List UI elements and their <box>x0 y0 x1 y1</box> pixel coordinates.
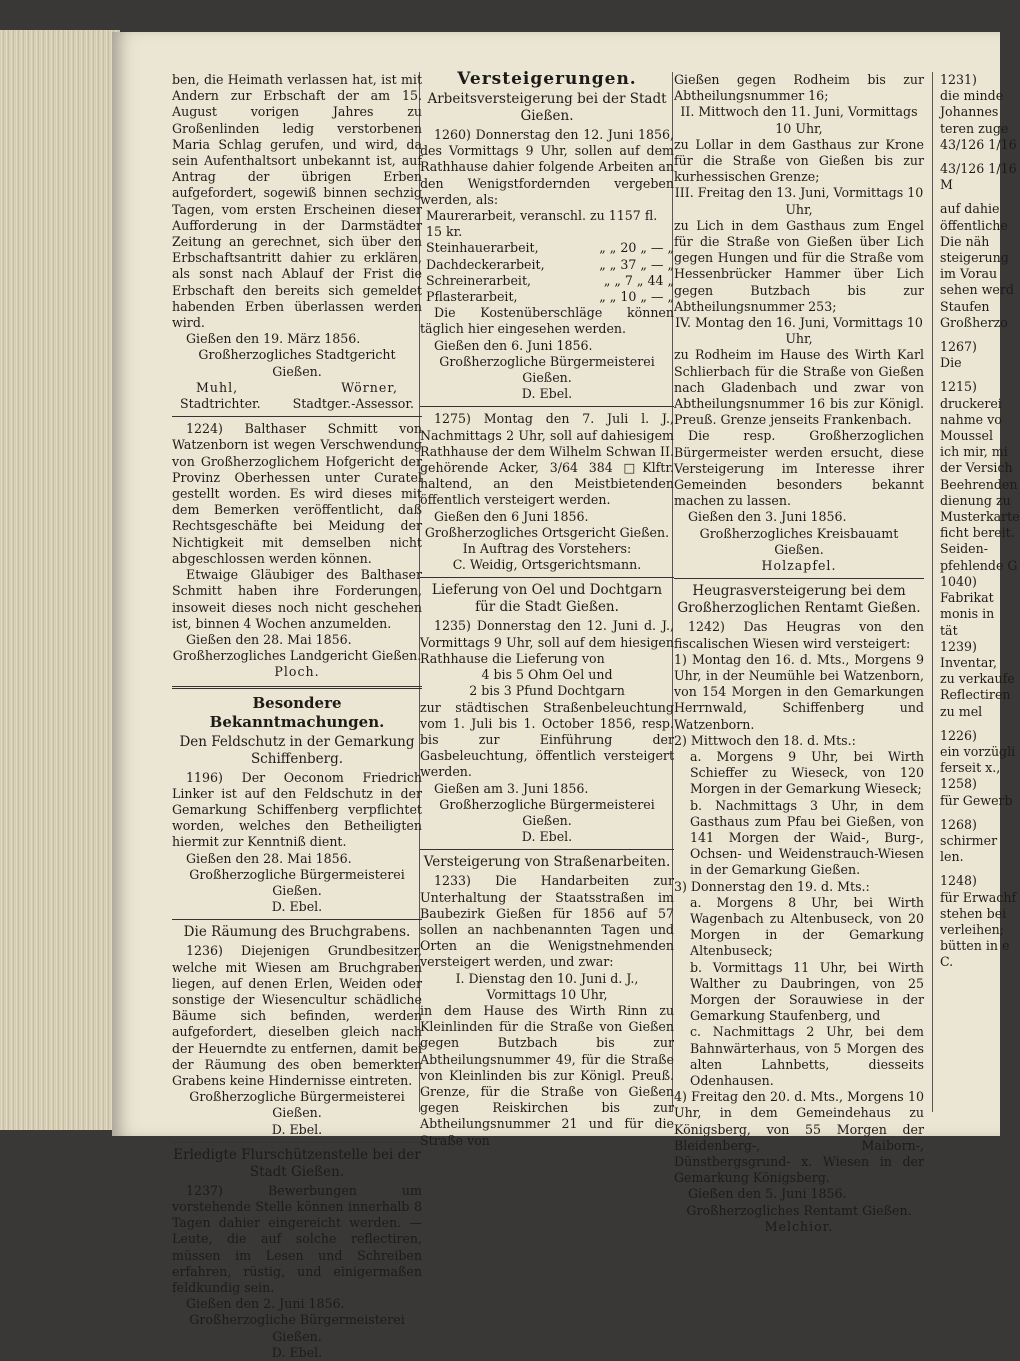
work-name: Dachdeckerarbeit, <box>426 256 545 272</box>
column-divider <box>932 72 933 1112</box>
partial-line: im Vorau <box>940 266 998 282</box>
notice-text: 1275) Montag den 7. Juli l. J., Nachmittags 2 Uhr, soll auf dahiesigem Rathhause der dem Wilhelm Schwan II. gehörende Acker, 3/64 384 □Klftr. haltend, an den Meistbietenden öffentlich versteigert werden. <box>420 411 674 508</box>
notice-date: Gießen den 28. Mai 1856. <box>186 631 352 647</box>
auction-date: IV. Montag den 16. Juni, Vormittags 10 Uhr, <box>675 315 923 347</box>
supply-item: 4 bis 5 Ohm Oel und <box>481 667 613 683</box>
signature: Muhl, <box>196 379 239 395</box>
partial-line: Beehrenden <box>940 476 1018 492</box>
work-name: Steinhauerarbeit, <box>426 240 539 256</box>
notice-date: Gießen den 3. Juni 1856. <box>688 509 847 525</box>
work-cost: „ „ 10 „ — „ <box>599 289 674 305</box>
notice-text: 1242) Das Heugras von den fiscalischen Wiesen wird versteigert: <box>674 619 924 651</box>
partial-line: dienung zu <box>940 492 1011 508</box>
signature: C. Weidig, Ortsgerichtsmann. <box>452 557 642 573</box>
partial-line <box>940 371 1020 379</box>
notice-text: 1237) Bewerbungen um vorstehende Stelle können innerhalb 8 Tagen dahier eingereicht werden. — Leute, die auf solche reflectiren, müssen im Lesen und Schreiben erfahren, rüstig, und einigermaßen feldkundig sein. <box>172 1182 422 1295</box>
notice-date: Gießen den 28. Mai 1856. <box>186 850 352 866</box>
notice-text: 1233) Die Handarbeiten zur Unterhaltung der Staatsstraßen im Baubezirk Gießen für 1856 auf 57 sollen an nachbenannten Tagen und Orten an die Wenigstnehmenden versteigert werden, und zwar: <box>420 873 674 970</box>
signature: Ploch. <box>274 664 320 680</box>
notice-date: Gießen am 3. Juni 1856. <box>434 780 589 796</box>
partial-line: monis in <box>940 606 995 622</box>
list-item: b. Vormittags 11 Uhr, bei Wirth Walther zu Daubringen, von 25 Morgen der Sorauwiese in der Gemarkung Staufenberg, und <box>690 959 924 1024</box>
partial-line: 1267) <box>940 339 977 355</box>
role-row <box>172 396 422 412</box>
notice-text: zur städtischen Straßenbeleuchtung vom 1. Juli bis 1. October 1856, resp. bis zur Einführung der Gasbeleuchtung, öffentlich versteigert werden. <box>420 699 674 780</box>
partial-line: zu verkaufe <box>940 671 1015 687</box>
partial-line: öffentliche <box>940 217 1008 233</box>
list-item: a. Morgens 9 Uhr, bei Wirth Schieffer zu Wieseck, von 120 Morgen in der Gemarkung Wieseck; <box>690 748 924 797</box>
partial-line: 43/126 1/16 <box>940 161 1017 177</box>
notice-authority: Großherzogliches Kreisbauamt Gießen. <box>699 525 899 557</box>
partial-line: ein vorzügli <box>940 743 1016 759</box>
notice-heading: Heugrasversteigerung bei dem Großherzoglichen Rentamt Gießen. <box>677 583 921 617</box>
notice-date: Gießen den 5. Juni 1856. <box>688 1186 847 1202</box>
partial-line: ich mir, mi <box>940 444 1008 460</box>
partial-line: Johannes <box>940 104 999 120</box>
partial-line: ficht bereit. <box>940 525 1015 541</box>
partial-line <box>940 809 1020 817</box>
partial-line: 1248) <box>940 873 977 889</box>
work-item: Maurerarbeit, veranschl. zu 1157 fl. 15 kr. <box>426 208 658 240</box>
notice-text: 1196) Der Oeconom Friedrich Linker ist auf den Feldschutz in der Gemarkung Schiffenberg verpflichtet worden, welches den Betheiligten hiermit zur Kenntniß dient. <box>172 769 422 850</box>
signature: Wörner, <box>341 379 398 395</box>
partial-line: zu mel <box>940 703 983 719</box>
signature-row <box>172 380 422 396</box>
partial-line: teren zuge <box>940 120 1009 136</box>
notice-date: Gießen den 6. Juni 1856. <box>434 337 593 353</box>
list-item: b. Nachmittags 3 Uhr, in dem Gasthaus zum Pfau bei Gießen, von 141 Morgen der Waid-, Burg-, Ochsen- und Weidenstrauch-Wiesen in der Gemarkung Gießen. <box>690 797 924 878</box>
list-item: 1) Montag den 16. d. Mts., Morgens 9 Uhr, in der Neumühle bei Watzenborn, von 154 Morgen in den Gemarkungen Herrnwald, Schiffenberg und Watzenborn. <box>674 651 924 732</box>
newspaper-page <box>112 32 1020 1360</box>
partial-line: pfehlende G <box>940 557 1018 573</box>
work-cost: „ „ 20 „ — „ <box>599 240 674 256</box>
notice-authority: Großherzogliche Bürgermeisterei Gießen. <box>189 1089 405 1121</box>
auction-date: III. Freitag den 13. Juni, Vormittags 10 Uhr, <box>674 185 924 217</box>
partial-line: Fabrikat <box>940 590 994 606</box>
section-title: Besondere Bekanntmachungen. <box>209 693 385 731</box>
partial-line <box>940 720 1020 728</box>
partial-line: steigerung <box>940 250 1009 266</box>
partial-line: der Versich <box>940 460 1013 476</box>
divider <box>420 406 674 407</box>
notice-text: zu Rodheim im Hause des Wirth Karl Schlierbach für die Straße von Gießen nach Gladenbach und zwar von Abtheilungsnummer 16 bis zur Königl. Preuß. Grenze jenseits Frankenbach. <box>674 347 924 428</box>
partial-line: 43/126 1/16 <box>940 136 1017 152</box>
partial-line: 1215) <box>940 379 977 395</box>
partial-line: auf dahie <box>940 201 1000 217</box>
partial-line: bütten in e <box>940 938 1010 954</box>
notice-text: 1224) Balthaser Schmitt von Watzenborn ist wegen Verschwendung von Großherzoglichem Hofgericht der Provinz Oberhessen unter Curatel gestellt worden. Es wird dieses mit dem Bemerken veröffentlicht, daß Rechtsgeschäfte bei Meidung der Nichtigkeit mit demselben nicht abgeschlossen werden können. <box>172 421 422 566</box>
divider <box>172 1142 422 1143</box>
divider <box>674 578 924 579</box>
notice-date: Gießen den 6 Juni 1856. <box>434 508 589 524</box>
notice-heading: Arbeitsversteigerung bei der Stadt Gießen. <box>427 91 667 124</box>
auction-date: II. Mittwoch den 11. Juni, Vormittags 10 Uhr, <box>680 104 918 136</box>
notice-date: Gießen den 2. Juni 1856. <box>186 1296 345 1312</box>
notice-authority: Großherzogliche Bürgermeisterei Gießen. <box>189 1312 405 1344</box>
partial-line: 1268) <box>940 816 977 832</box>
notice-authority: Großherzogliche Bürgermeisterei Gießen. <box>189 866 405 898</box>
divider <box>172 416 422 417</box>
book-page-edges <box>0 30 120 1130</box>
partial-line: len. <box>940 849 964 865</box>
partial-line: 1258) <box>940 776 977 792</box>
list-item: 2) Mittwoch den 18. d. Mts.: <box>674 732 856 748</box>
partial-line: schirmer <box>940 832 998 848</box>
signature: Melchior. <box>764 1218 834 1234</box>
column-3 <box>674 72 924 1235</box>
divider <box>172 686 422 689</box>
role: Stadtrichter. <box>180 396 261 412</box>
column-4-partial <box>940 72 1020 971</box>
supply-item: 2 bis 3 Pfund Dochtgarn <box>469 683 625 699</box>
signature: D. Ebel. <box>521 829 573 845</box>
notice-text: 1260) Donnerstag den 12. Juni 1856, des Vormittags 9 Uhr, sollen auf dem Rathhause dahier folgende Arbeiten an den Wenigstfordernden vergeben werden, als: <box>420 127 674 207</box>
partial-line: druckerei <box>940 395 1002 411</box>
auction-date: I. Dienstag den 10. Juni d. J., Vormittags 10 Uhr, <box>455 970 639 1002</box>
list-item: c. Nachmittags 2 Uhr, bei dem Bahnwärterhaus, von 5 Morgen des alten Lahnbetts, diesseits Odenhausen. <box>690 1024 924 1088</box>
notice-text: 1236) Diejenigen Grundbesitzer, welche mit Wiesen am Bruchgraben liegen, auf denen Erlen, Weiden oder sonstige der Wiesencultur schädliche Bäume sich befinden, werden aufgefordert, dieselben gleich nach der Heuerndte zu entfernen, damit bei der Räumung des oben bemerkten Grabens keine Hindernisse eintreten. <box>172 943 422 1088</box>
partial-line <box>940 865 1020 873</box>
partial-line: 1239) <box>940 638 977 654</box>
list-item: 4) Freitag den 20. d. Mts., Morgens 10 Uhr, in dem Gemeindehaus zu Königsberg, von 55 Morgen der Bleidenberg-, Maiborn-, Dünstbergsgrund- x. Wiesen in der Gemarkung Königsberg. <box>674 1089 924 1186</box>
partial-line: Seiden- <box>940 541 988 557</box>
partial-line: Inventar, <box>940 654 997 670</box>
partial-line: 1231) <box>940 72 977 87</box>
notice-text: zu Lich in dem Gasthaus zum Engel für die Straße von Gießen über Lich gegen Hungen und für die Straße vom Hessenbrücker Hammer über Lich gegen Butzbach bis zur Abtheilungsnummer 253; <box>674 217 924 314</box>
work-name: Pflasterarbeit, <box>426 289 518 305</box>
divider <box>172 919 422 920</box>
signature: D. Ebel. <box>521 386 573 402</box>
notice-text: in dem Hause des Wirth Rinn zu Kleinlinden für die Straße von Gießen gegen Butzbach bis zur Abtheilungsnummer 49, für die Straße von Kleinlinden bis zur Königl. Preuß. Grenze, für die Straße von Gießen gegen Reiskirchen bis zur Abtheilungsnummer 21 und für die Straße von <box>420 1002 674 1148</box>
column-2 <box>420 68 674 1149</box>
signature: D. Ebel. <box>271 899 323 915</box>
partial-line: Musterkarte <box>940 509 1020 525</box>
notice-text: Die resp. Großherzoglichen Bürgermeister werden ersucht, diese Versteigerung im Interesse ihrer Gemeinden besonders bekannt machen zu lassen. <box>674 428 924 509</box>
partial-line <box>940 193 1020 201</box>
list-item: 3) Donnerstag den 19. d. Mts.: <box>674 878 870 894</box>
partial-line: C. <box>940 954 954 970</box>
work-name: Schreinerarbeit, <box>426 272 532 288</box>
partial-line: 1226) <box>940 727 977 743</box>
partial-line: stehen bei <box>940 905 1007 921</box>
work-item <box>426 240 674 256</box>
partial-line: 1040) <box>940 573 977 589</box>
partial-line: sehen werd <box>940 282 1014 298</box>
column-1 <box>172 72 422 1361</box>
partial-line: die minde <box>940 88 1004 104</box>
notice-authority: Großherzogliche Bürgermeisterei Gießen. <box>439 353 655 386</box>
notice-heading: Die Räumung des Bruchgrabens. <box>183 924 411 941</box>
work-cost: „ „ 37 „ — „ <box>599 256 674 272</box>
notice-heading: Versteigerung von Straßenarbeiten. <box>423 854 671 871</box>
partial-line: Großherzo <box>940 314 1008 330</box>
partial-line: Moussel <box>940 428 993 444</box>
notice-heading: Erledigte Flurschützenstelle bei der Stadt Gießen. <box>173 1146 421 1180</box>
notice-authority: Großherzogliches Rentamt Gießen. <box>686 1202 912 1218</box>
divider <box>420 849 674 850</box>
notice-authority: Großherzogliches Ortsgericht Gießen. <box>424 524 670 540</box>
partial-line: für Erwachf <box>940 889 1017 905</box>
notice-authority: Großherzogliche Bürgermeisterei Gießen. <box>439 796 655 828</box>
partial-line: Die näh <box>940 233 990 249</box>
notice-text: Die Kostenüberschläge können täglich hier eingesehen werden. <box>420 305 674 337</box>
partial-line <box>940 153 1020 161</box>
notice-text: Gießen gegen Rodheim bis zur Abtheilungsnummer 16; <box>674 72 924 104</box>
partial-line: ferseit x., <box>940 760 1001 776</box>
partial-line: verleihen; <box>940 921 1005 937</box>
divider <box>420 577 674 578</box>
role: Stadtger.-Assessor. <box>292 396 414 412</box>
partial-line: Staufen <box>940 298 990 314</box>
partial-line: für Gewerb <box>940 792 1013 808</box>
signature: D. Ebel. <box>271 1121 323 1137</box>
notice-text: 1235) Donnerstag den 12. Juni d. J., Vormittags 9 Uhr, soll auf dem hiesigen Rathhause die Lieferung von <box>420 618 674 666</box>
list-item: a. Morgens 8 Uhr, bei Wirth Wagenbach zu Altenbuseck, von 20 Morgen in der Gemarkung Altenbuseck; <box>690 894 924 959</box>
work-item <box>426 257 674 273</box>
work-item <box>426 289 674 305</box>
partial-line: M <box>940 177 953 193</box>
notice-heading: Lieferung von Oel und Dochtgarn für die Stadt Gießen. <box>431 582 663 616</box>
work-item <box>426 273 674 289</box>
partial-line: Die <box>940 355 962 371</box>
partial-line: nahme vo <box>940 411 1002 427</box>
signature: Holzapfel. <box>761 558 837 574</box>
signature: D. Ebel. <box>271 1344 323 1360</box>
work-cost: „ „ 7 „ 44 „ <box>603 272 674 288</box>
notice-date: Gießen den 19. März 1856. <box>186 331 361 347</box>
notice-authority: Großherzogliches Landgericht Gießen. <box>172 648 422 664</box>
notice-heading: Den Feldschutz in der Gemarkung Schiffenberg. <box>179 733 415 767</box>
partial-line: Reflectiren <box>940 687 1011 703</box>
notice-text: zu Lollar in dem Gasthaus zur Krone für die Straße von Gießen bis zur kurhessischen Grenze; <box>674 136 924 185</box>
notice-text: ben, die Heimath verlassen hat, ist mit Andern zur Erbschaft der am 15. August vorigen Jahres zu Großenlinden ledig verstorbenen Maria Schlag gerufen, und wird, da sein Aufenthaltsort unbekannt ist, auf Antrag der übrigen Erben aufgefordert, sogewiß binnen sechzig Tagen, vom ersten Erscheinen dieser Aufforderung in der Darmstädter Zeitung an gerechnet, sich über den Erbschaftsantritt dahier zu erklären, als sonst nach Ablauf der Frist die Erbschaft den bereits sich gemeldet habenden Erben überlassen werden wird. <box>172 72 422 331</box>
notice-text: Etwaige Gläubiger des Balthaser Schmitt haben ihre Forderungen, insoweit dieses noch nicht geschehen ist, binnen 4 Wochen anzumelden. <box>172 567 422 631</box>
work-list <box>426 208 674 305</box>
partial-line: tät <box>940 622 958 638</box>
section-title: Versteigerungen. <box>457 69 637 89</box>
partial-line <box>940 331 1020 339</box>
notice-authority: Großherzogliches Stadtgericht Gießen. <box>198 347 396 379</box>
notice-authority: In Auftrag des Vorstehers: <box>462 541 632 557</box>
